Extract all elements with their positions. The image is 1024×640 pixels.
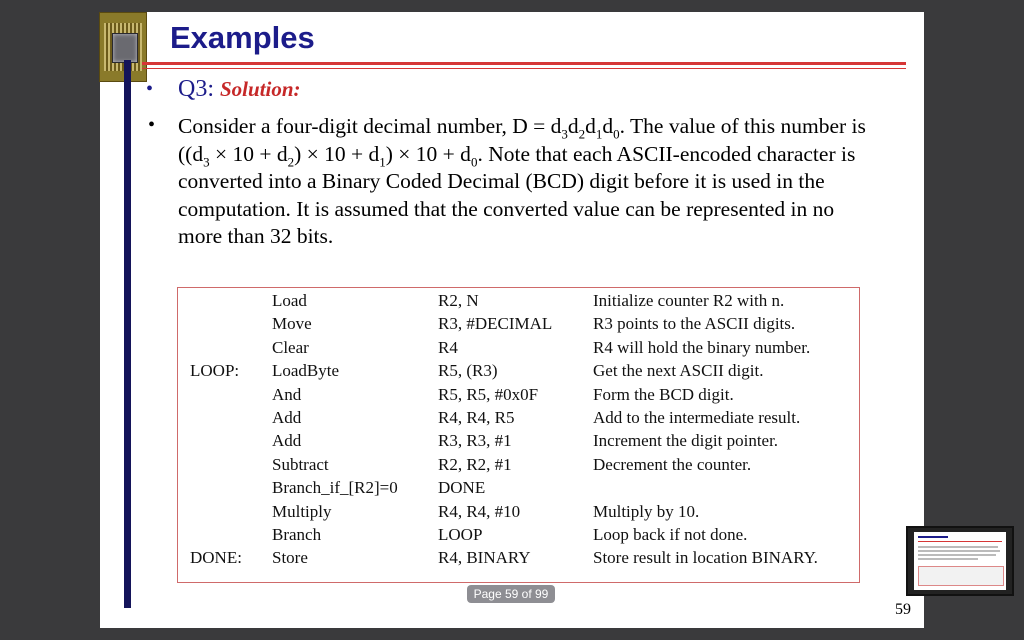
code-operands: R4 xyxy=(438,337,458,357)
code-operands: R4, R4, R5 xyxy=(438,408,515,427)
code-label: LOOP: xyxy=(190,361,240,381)
q3-label: Q3: xyxy=(178,76,220,102)
paragraph-line: converted into a Binary Coded Decimal (BCD) digit before it is used in the xyxy=(178,169,825,193)
code-instruction: And xyxy=(272,384,302,404)
paragraph-line: more than 32 bits. xyxy=(178,224,334,248)
code-line xyxy=(178,548,858,571)
page-indicator: Page 59 of 99 xyxy=(467,585,555,603)
code-operands: LOOP xyxy=(438,525,483,544)
code-operands: R5, (R3) xyxy=(438,361,498,381)
paragraph-line: computation. It is assumed that the converted value can be represented in no xyxy=(178,196,835,221)
q3-solution: Solution: xyxy=(220,77,301,101)
chip-die xyxy=(112,33,138,63)
code-comment: Add to the intermediate result. xyxy=(593,408,801,427)
code-instruction: Subtract xyxy=(272,454,329,474)
code-operands: R3, R3, #1 xyxy=(438,431,512,451)
code-comment: R3 points to the ASCII digits. xyxy=(593,314,796,334)
code-instruction: Branch_if_[R2]=0 xyxy=(272,478,398,498)
code-line xyxy=(178,338,858,361)
thumbnail-preview xyxy=(914,532,1006,590)
code-operands: R2, R2, #1 xyxy=(438,454,512,474)
code-line xyxy=(178,478,858,501)
slide-page-number: 59 xyxy=(895,601,911,618)
code-comment: Multiply by 10. xyxy=(593,501,700,521)
code-label: DONE: xyxy=(190,548,242,568)
bullet-icon: • xyxy=(146,78,154,100)
code-instruction: Branch xyxy=(272,525,322,544)
slide-thumbnail[interactable] xyxy=(906,526,1014,596)
code-operands: R2, N xyxy=(438,291,479,310)
code-comment: R4 will hold the binary number. xyxy=(593,337,811,357)
code-line xyxy=(178,291,858,314)
q3-heading xyxy=(178,76,301,103)
code-instruction: Load xyxy=(272,291,307,310)
code-operands: R5, R5, #0x0F xyxy=(438,384,539,404)
code-line xyxy=(178,525,858,548)
code-comment: Get the next ASCII digit. xyxy=(593,361,764,381)
bullet-icon: • xyxy=(148,114,156,136)
code-instruction: Multiply xyxy=(272,501,332,521)
code-instruction: LoadByte xyxy=(272,361,340,381)
code-comment: Initialize counter R2 with n. xyxy=(593,291,785,310)
assembly-code-box xyxy=(177,287,860,583)
problem-paragraph xyxy=(178,113,918,251)
code-instruction: Store xyxy=(272,548,308,568)
code-operands: R4, BINARY xyxy=(438,548,531,568)
code-instruction: Clear xyxy=(272,337,309,357)
code-operands: R4, R4, #10 xyxy=(438,501,521,521)
code-line xyxy=(178,431,858,454)
code-line xyxy=(178,361,858,384)
slide-left-bar xyxy=(124,60,131,608)
code-instruction: Add xyxy=(272,408,302,427)
paragraph-line: Consider a four-digit decimal number, $D = d_3d_2d_1d_0$. The value of this number is xyxy=(178,114,866,142)
code-operands: R3, #DECIMAL xyxy=(438,314,553,334)
code-comment: Loop back if not done. xyxy=(593,525,748,544)
code-comment: Form the BCD digit. xyxy=(593,384,734,404)
code-instruction: Add xyxy=(272,431,302,451)
slide-title: Examples xyxy=(170,20,315,55)
code-comment: Decrement the counter. xyxy=(593,454,752,474)
cpu-chip-logo xyxy=(99,12,147,82)
code-line xyxy=(178,314,858,337)
code-instruction: Move xyxy=(272,314,312,334)
paragraph-line: $((d_3 \times 10 + d_2) \times 10 + d_1) \times 10 + d_0$. Note that each ASCII-encoded character is xyxy=(178,141,856,169)
code-comment: Store result in location BINARY. xyxy=(593,548,818,568)
title-rule-thin xyxy=(142,68,906,69)
code-operands: DONE xyxy=(438,478,486,498)
code-comment: Increment the digit pointer. xyxy=(593,431,779,451)
code-line xyxy=(178,408,858,431)
code-line xyxy=(178,502,858,525)
title-rule-thick xyxy=(142,62,906,65)
code-line xyxy=(178,385,858,408)
code-line xyxy=(178,455,858,478)
